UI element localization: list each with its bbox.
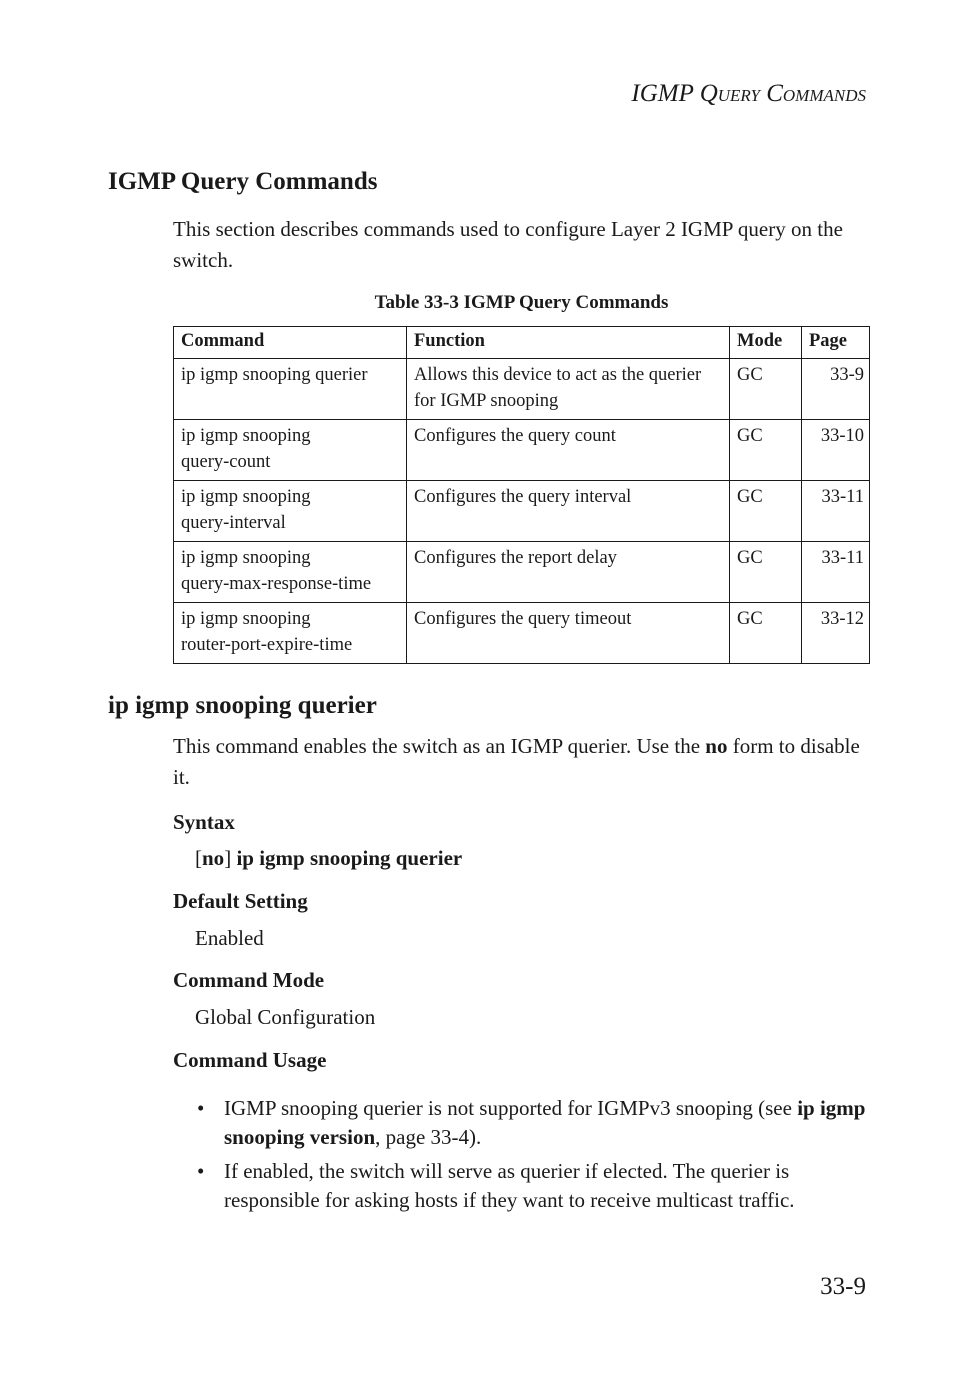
cell-command: ip igmp snooping query-max-response-time <box>174 542 407 603</box>
cell-page: 33-10 <box>802 420 870 481</box>
header-mode: Mode <box>730 327 802 359</box>
cell-function: Configures the query interval <box>407 481 730 542</box>
syntax-bracket: [ <box>195 846 202 870</box>
page-number: 33-9 <box>820 1273 866 1300</box>
syntax-line <box>195 846 462 871</box>
cell-function: Configures the report delay <box>407 542 730 603</box>
cell-command: ip igmp snooping query-count <box>174 420 407 481</box>
cell-command: ip igmp snooping router-port-expire-time <box>174 603 407 664</box>
cell-mode: GC <box>730 420 802 481</box>
usage-heading: Command Usage <box>173 1048 327 1072</box>
desc-text: This command enables the switch as an IGMP querier. Use the <box>173 734 706 758</box>
cell-mode: GC <box>730 481 802 542</box>
desc-no-keyword: no <box>705 734 728 758</box>
section-intro: This section describes commands used to configure Layer 2 IGMP query on the switch. <box>173 217 843 272</box>
cell-function: Configures the query count <box>407 420 730 481</box>
cell-mode: GC <box>730 359 802 420</box>
list-item <box>195 1094 875 1152</box>
table-row <box>174 603 870 664</box>
header-function: Function <box>407 327 730 359</box>
list-item <box>195 1157 875 1215</box>
syntax-bracket: ] <box>224 846 237 870</box>
cell-function: Configures the query timeout <box>407 603 730 664</box>
command-description <box>173 731 873 793</box>
default-heading: Default Setting <box>173 889 308 913</box>
usage-text: If enabled, the switch will serve as querier if elected. The querier is responsible for asking hosts if they want to receive multicast traffic. <box>224 1159 795 1212</box>
running-header <box>631 80 866 108</box>
usage-list <box>195 1094 875 1220</box>
section-title: IGMP Query Commands <box>108 168 378 195</box>
cell-command: ip igmp snooping querier <box>174 359 407 420</box>
syntax-command: ip igmp snooping querier <box>236 846 463 870</box>
table-caption: Table 33-3 IGMP Query Commands <box>374 292 669 313</box>
default-value: Enabled <box>195 926 264 950</box>
bullet-icon: • <box>197 1159 205 1183</box>
running-header-part: C <box>759 80 783 107</box>
desc-text: form to disable it. <box>173 734 860 789</box>
cell-page: 33-9 <box>802 359 870 420</box>
commands-table <box>173 326 870 664</box>
usage-text: , page 33-4). <box>375 1125 482 1149</box>
header-command: Command <box>174 327 407 359</box>
usage-link-text: ip igmp snooping version <box>224 1096 866 1149</box>
cell-mode: GC <box>730 542 802 603</box>
mode-value: Global Configuration <box>195 1005 376 1029</box>
table-row <box>174 359 870 420</box>
cell-page: 33-12 <box>802 603 870 664</box>
table-row <box>174 420 870 481</box>
running-header-part: OMMANDS <box>782 86 866 105</box>
header-page: Page <box>802 327 870 359</box>
cell-function: Allows this device to act as the querier for IGMP snooping <box>407 359 730 420</box>
cell-page: 33-11 <box>802 481 870 542</box>
command-title: ip igmp snooping querier <box>108 692 377 719</box>
cell-mode: GC <box>730 603 802 664</box>
table-header-row <box>174 327 870 359</box>
syntax-heading: Syntax <box>173 810 235 834</box>
running-header-part: IGMP Q <box>631 80 718 107</box>
table-row <box>174 481 870 542</box>
bullet-icon: • <box>197 1096 205 1120</box>
mode-heading: Command Mode <box>173 968 325 992</box>
table-row <box>174 542 870 603</box>
running-header-part: UERY <box>717 86 760 105</box>
cell-command: ip igmp snooping query-interval <box>174 481 407 542</box>
cell-page: 33-11 <box>802 542 870 603</box>
syntax-no: no <box>202 846 225 870</box>
usage-text: IGMP snooping querier is not supported for IGMPv3 snooping (see <box>224 1096 798 1120</box>
